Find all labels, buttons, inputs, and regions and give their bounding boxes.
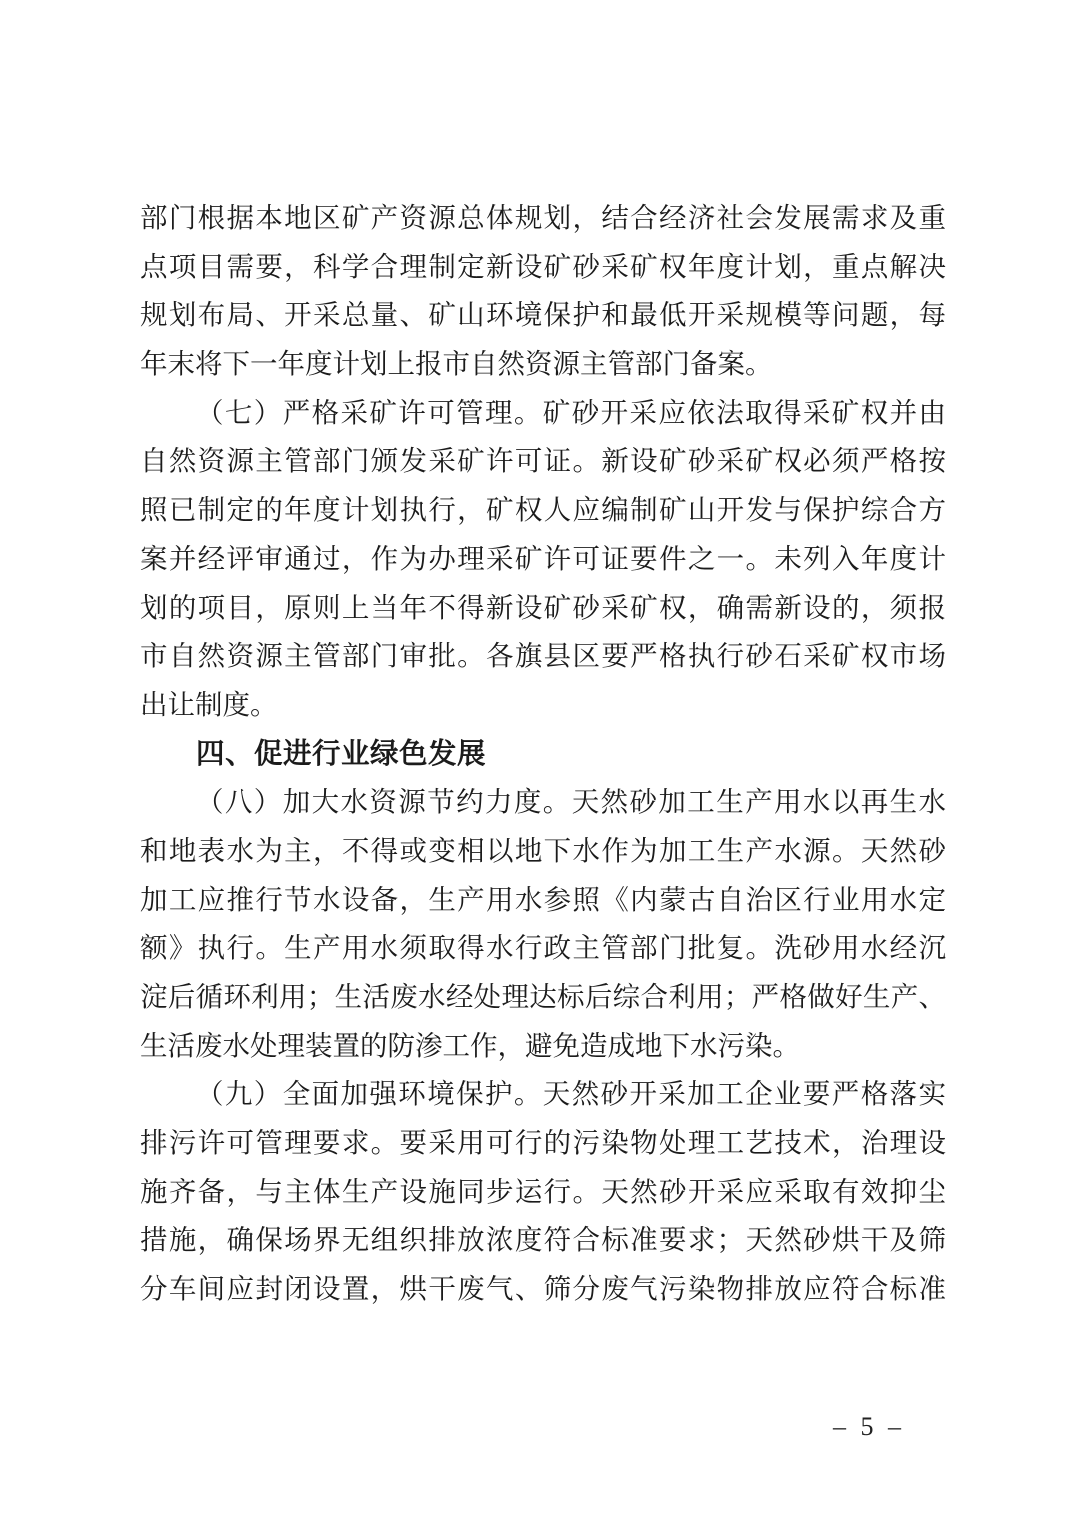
text-line: 排污许可管理要求。要采用可行的污染物处理工艺技术，治理设 bbox=[140, 1127, 946, 1159]
text-line: 划的项目，原则上当年不得新设矿砂采矿权，确需新设的，须报 bbox=[140, 591, 946, 623]
text-line: 额》执行。生产用水须取得水行政主管部门批复。洗砂用水经沉 bbox=[140, 932, 946, 964]
text-line: 部门根据本地区矿产资源总体规划，结合经济社会发展需求及重 bbox=[140, 202, 946, 233]
text-line: 自然资源主管部门颁发采矿许可证。新设矿砂采矿权必须严格按 bbox=[140, 445, 946, 477]
page-number: – 5 – bbox=[833, 1412, 905, 1441]
text-line: 点项目需要，科学合理制定新设矿砂采矿权年度计划，重点解决 bbox=[140, 250, 946, 282]
text-line: 措施，确保场界无组织排放浓度符合标准要求；天然砂烘干及筛 bbox=[140, 1224, 946, 1256]
text-line: 生活废水处理装置的防渗工作，避免造成地下水污染。 bbox=[140, 1029, 800, 1061]
text-line: 分车间应封闭设置，烘干废气、筛分废气污染物排放应符合标准 bbox=[140, 1273, 946, 1305]
text-line: （七）严格采矿许可管理。矿砂开采应依法取得采矿权并由 bbox=[196, 396, 946, 428]
text-line: 案并经评审通过，作为办理采矿许可证要件之一。未列入年度计 bbox=[140, 542, 946, 574]
section-heading: 四、促进行业绿色发展 bbox=[196, 737, 487, 770]
text-line: （九）全面加强环境保护。天然砂开采加工企业要严格落实 bbox=[196, 1078, 946, 1110]
text-line: 和地表水为主，不得或变相以地下水作为加工生产水源。天然砂 bbox=[140, 834, 946, 866]
text-line: 施齐备，与主体生产设施同步运行。天然砂开采应采取有效抑尘 bbox=[140, 1175, 946, 1207]
text-line: 加工应推行节水设备，生产用水参照《内蒙古自治区行业用水定 bbox=[140, 883, 946, 915]
text-line: 照已制定的年度计划执行，矿权人应编制矿山开发与保护综合方 bbox=[140, 494, 946, 526]
text-line: 出让制度。 bbox=[140, 688, 278, 720]
text-line: （八）加大水资源节约力度。天然砂加工生产用水以再生水 bbox=[196, 786, 946, 818]
text-line: 淀后循环利用；生活废水经处理达标后综合利用；严格做好生产、 bbox=[140, 981, 946, 1012]
text-line: 规划布局、开采总量、矿山环境保护和最低开采规模等问题，每 bbox=[140, 299, 946, 331]
document-body bbox=[140, 194, 946, 1314]
text-line: 年末将下一年度计划上报市自然资源主管部门备案。 bbox=[140, 348, 773, 380]
text-line: 市自然资源主管部门审批。各旗县区要严格执行砂石采矿权市场 bbox=[140, 640, 946, 672]
